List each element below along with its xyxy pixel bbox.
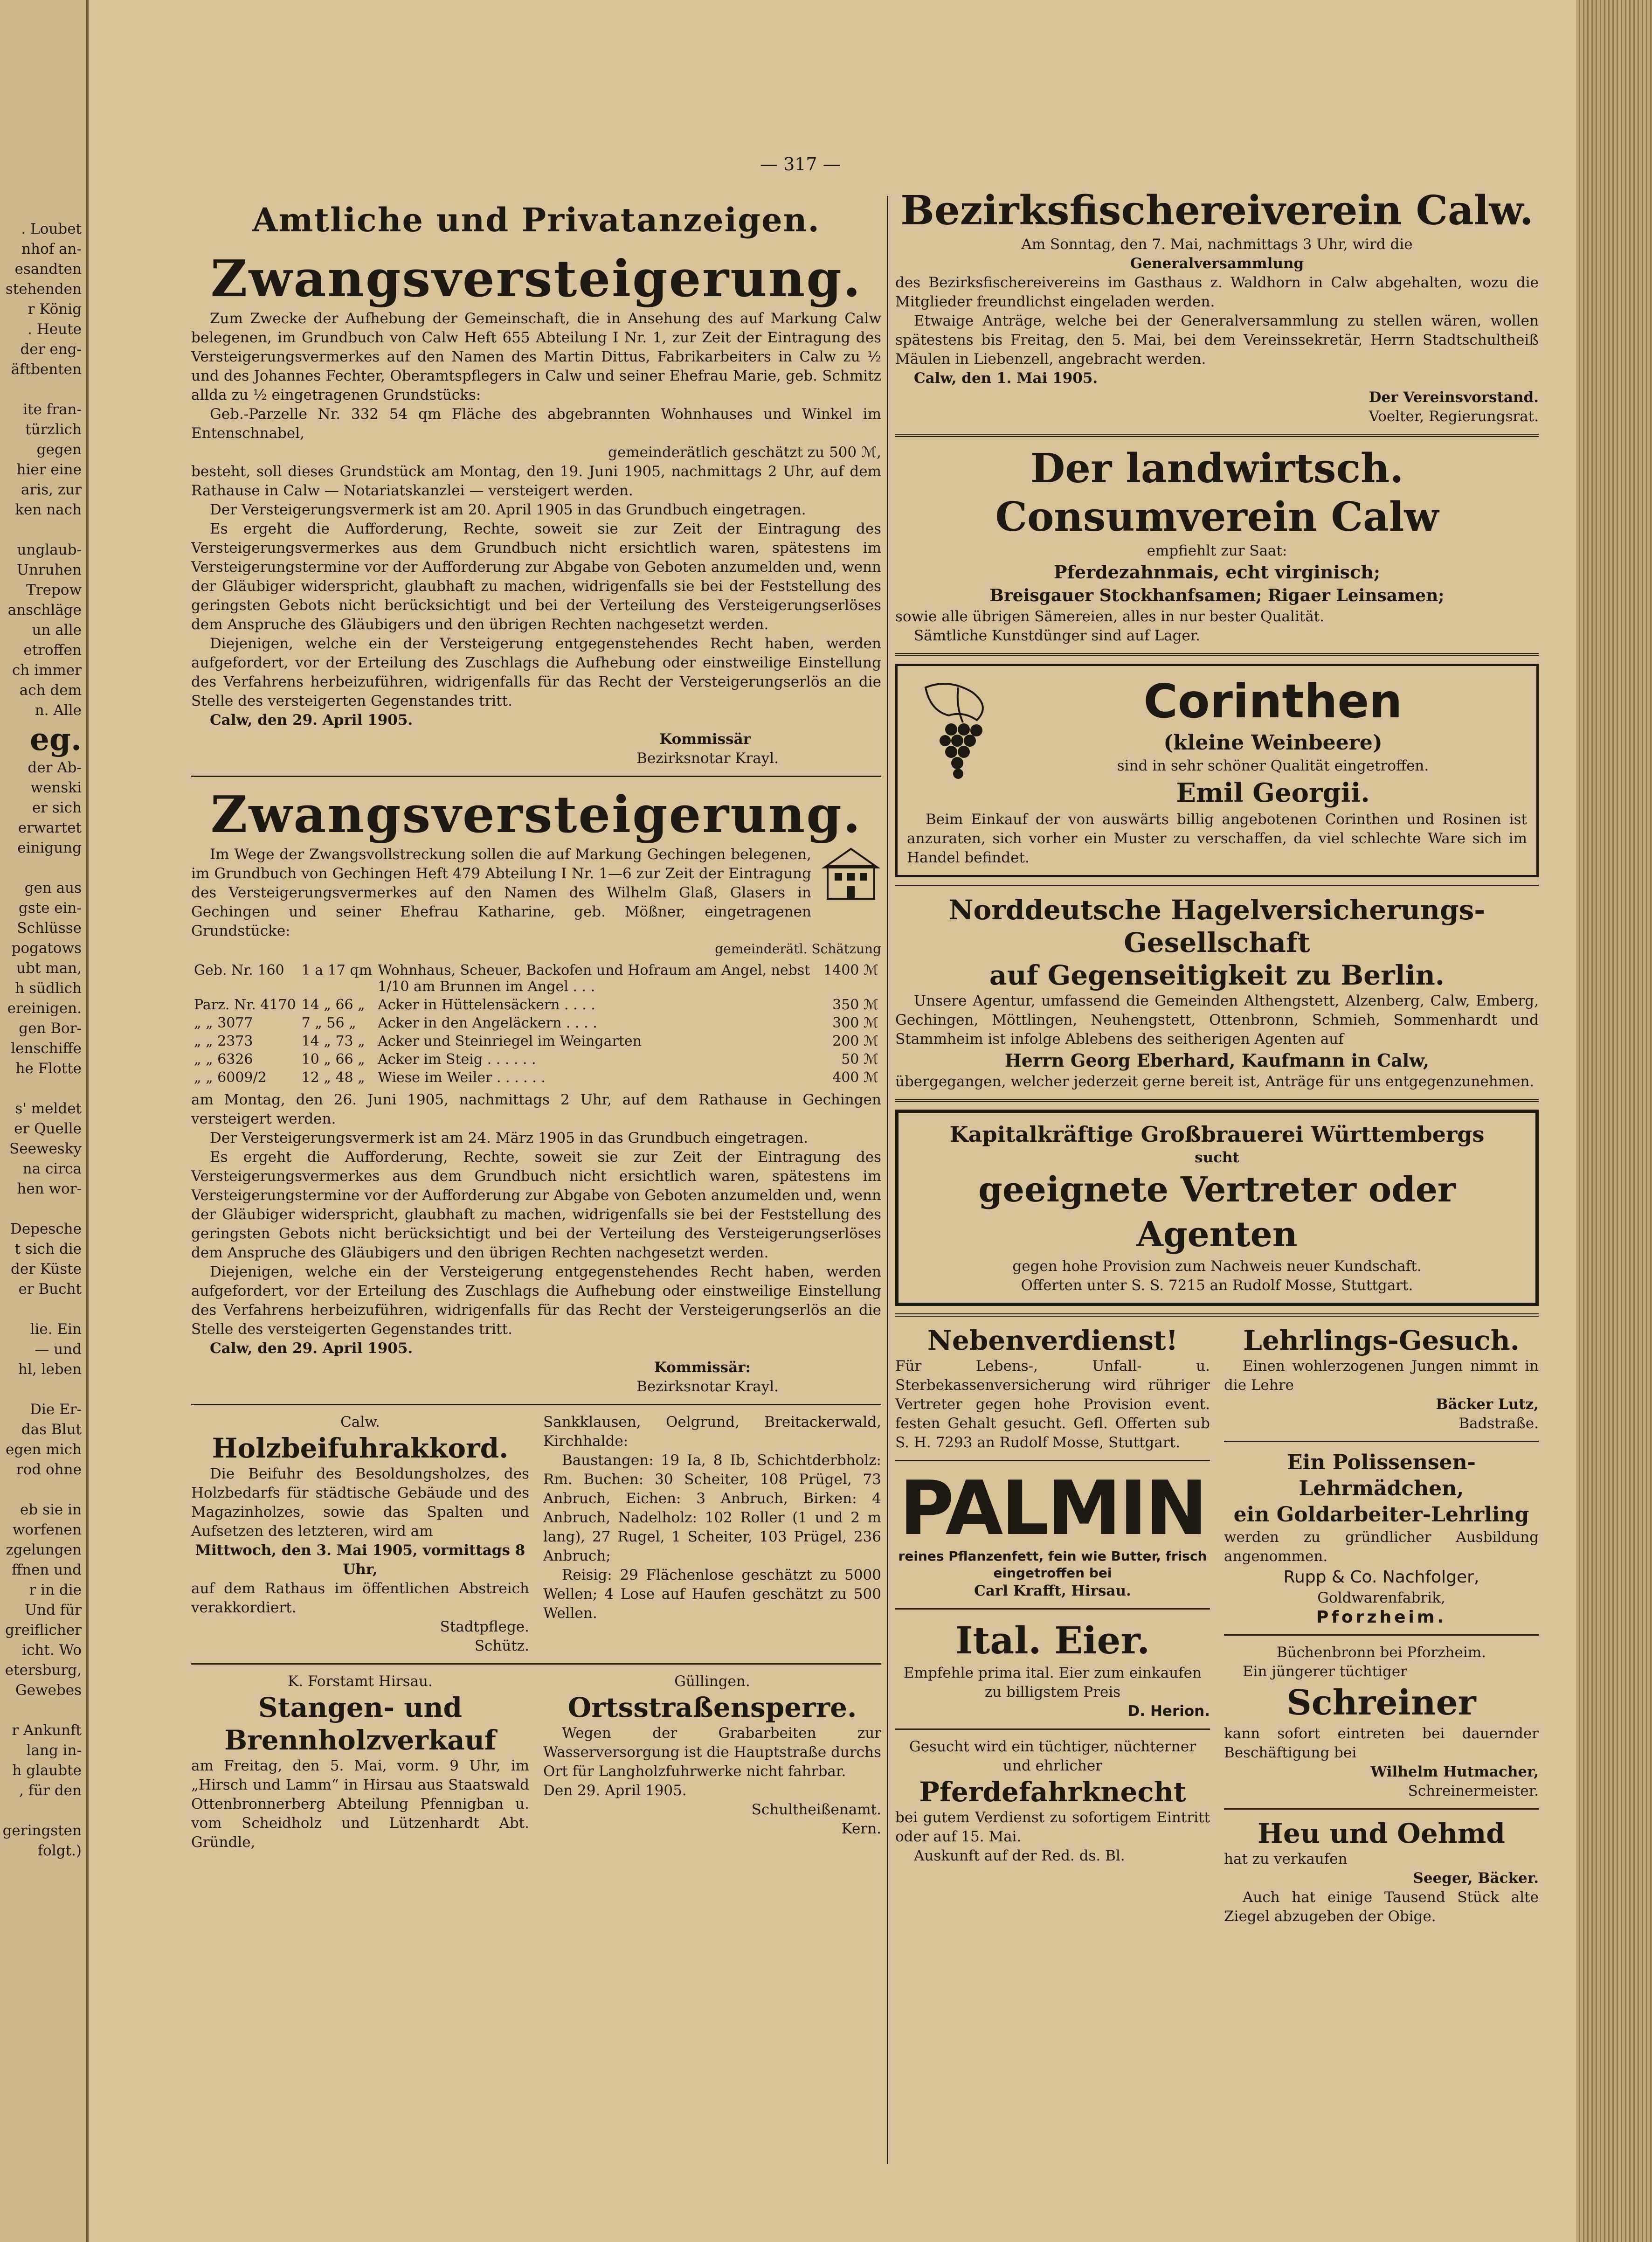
divider	[895, 1608, 1210, 1610]
ad-paragraph: kann sofort eintreten bei dauernder Beschäftigung bei	[1224, 1725, 1539, 1761]
left-fragment-line: Gewebes	[15, 1682, 82, 1699]
left-fragment-line: egen mich	[6, 1441, 82, 1458]
left-fragment-line: äftbenten	[11, 361, 82, 378]
left-fragment-line: lang in-	[26, 1742, 82, 1759]
left-fragment-line: unglaub-	[17, 541, 82, 558]
left-fragment-line: h glaubte	[12, 1762, 82, 1779]
left-fragment-line: n. Alle	[35, 702, 82, 719]
left-fragment-line: . Loubet	[21, 221, 82, 237]
divider	[895, 1460, 1210, 1461]
left-fragment-line: r in die	[29, 1582, 82, 1598]
notice-paragraph: Es ergeht die Aufforderung, Rechte, soweit sie zur Zeit der Eintragung des Versteigerungsvermerkes aus dem Grundbuch nicht ersichtlich waren, spätestens im Versteigerungstermine vor der Aufforderung zur Abgabe von Geboten anzumelden und, wenn der Gläubiger widerspricht, glaubhaft zu machen, widrigenfalls sie bei der Feststellung des geringsten Gebots nicht berücksichtigt und bei der Verteilung des Versteigerungserlöses dem Anspruche des Gläubigers und den übrigen Rechten nachgesetzt werden.	[191, 1149, 881, 1261]
table-row	[191, 1050, 881, 1069]
left-fragment-line: gegen	[36, 441, 82, 458]
ad-title: Norddeutsche Hagelversicherungs-Gesellschaft	[948, 894, 1486, 958]
corinthen-ad	[895, 664, 1539, 877]
notice-paragraph: Der Versteigerungsvermerk ist am 20. April 1905 in das Grundbuch eingetragen.	[210, 501, 806, 518]
ad-line: Auskunft auf der Red. ds. Bl.	[914, 1847, 1125, 1864]
ad-merchant: Rupp & Co. Nachfolger,	[1283, 1568, 1479, 1587]
notice-title: Holzbeifuhrakkord.	[212, 1432, 509, 1464]
column-left	[191, 187, 881, 1852]
divider	[895, 1313, 1539, 1317]
left-fragment-line: icht. Wo	[22, 1642, 82, 1659]
divider	[191, 1663, 881, 1665]
left-fragment-lines	[0, 0, 86, 721]
notice-paragraph: besteht, soll dieses Grundstück am Montag, den 19. Juni 1905, nachmittags 2 Uhr, auf dem Rathause in Calw — Notariatskanzlei — versteigert werden.	[191, 463, 881, 499]
left-fragment-line: Unruhen	[16, 562, 82, 578]
table-row	[191, 961, 881, 996]
dateline: Calw, den 29. April 1905.	[210, 712, 413, 729]
notice-paragraph: auf dem Rathaus im öffentlichen Abstreich verakkordiert.	[191, 1580, 529, 1616]
notice-date: Mittwoch, den 3. Mai 1905, vormittags 8 Uhr,	[195, 1542, 525, 1578]
left-fragment-line: erwartet	[18, 819, 82, 836]
page-number: — 317 —	[760, 154, 841, 174]
left-fragment-line: der Küste	[10, 1261, 82, 1277]
left-fragment-line: zgelungen	[6, 1541, 82, 1558]
left-fragment-line: Die Er-	[30, 1401, 82, 1418]
signature-name: Seeger, Bäcker.	[1413, 1870, 1539, 1887]
table-cell-desc: Acker im Steig . . . . . .	[378, 1051, 536, 1068]
property-table	[191, 961, 881, 1087]
signature-name: Kern.	[841, 1820, 881, 1837]
table-cell-parcel: Geb. Nr. 160	[194, 962, 284, 979]
column-right	[895, 187, 1539, 1926]
left-fragment-line: Seewesky	[9, 1140, 82, 1157]
table-cell-area: 14 „ 73 „	[301, 1033, 365, 1049]
table-cell-parcel: Parz. Nr. 4170	[194, 997, 296, 1013]
left-fragment-line: lie. Ein	[30, 1321, 82, 1338]
table-cell-desc: Wiese im Weiler . . . . . .	[378, 1069, 546, 1086]
left-fragment-line: anschläge	[7, 602, 82, 618]
signature-name: Bezirksnotar Krayl.	[636, 750, 779, 767]
left-fragment-line: etroffen	[23, 642, 82, 659]
ad-title: Corinthen	[1143, 674, 1403, 729]
dateline: Calw, den 1. Mai 1905.	[914, 370, 1098, 387]
ad-title: Heu und Oehmd	[1258, 1818, 1505, 1849]
divider	[895, 653, 1539, 656]
table-cell-desc: Acker und Steinriegel im Weingarten	[378, 1033, 642, 1049]
ad-line: Pferdezahnmais, echt virginisch;	[1054, 562, 1380, 583]
ad-title: Nebenverdienst!	[927, 1325, 1178, 1356]
ad-paragraph: Unsere Agentur, umfassend die Gemeinden Althengstett, Alzenberg, Calw, Emberg, Gechingen, Möttlingen, Neuhengstett, Ottenbronn, Schmieh, Sommenhardt und Stammheim ist infolge Ablebens des seitherigen Agenten auf	[895, 993, 1539, 1048]
left-fragment-line: hl, leben	[18, 1361, 82, 1378]
notice-title: Zwangsversteigerung.	[210, 785, 862, 844]
ad-line: sowie alle übrigen Sämereien, alles in nur bester Qualität.	[895, 608, 1325, 625]
left-fragment-line	[0, 1199, 86, 1219]
ad-line: empfiehlt zur Saat:	[1147, 542, 1287, 559]
left-fragment-line: wenski	[30, 779, 82, 796]
left-fragment-line: nhof an-	[21, 241, 82, 257]
wood-transport-notice	[191, 1413, 529, 1656]
divider	[1224, 1441, 1539, 1442]
parcel-line: Geb.-Parzelle Nr. 332 54 qm Fläche des abgebrannten Wohnhauses und Winkel im Entenschnabel,	[191, 406, 881, 442]
left-fragment-line: türzlich	[25, 421, 82, 438]
divider	[191, 776, 881, 777]
fishing-club-notice	[895, 187, 1539, 426]
ad-title: Ein Polissensen-Lehrmädchen,	[1287, 1451, 1476, 1500]
timber-sale-notice	[191, 1672, 529, 1852]
left-fragment-line: ffnen und	[12, 1562, 82, 1578]
ad-line: hat zu verkaufen	[1224, 1851, 1348, 1867]
notice-paragraph: Zum Zwecke der Aufhebung der Gemeinschaft, die in Ansehung des auf Markung Calw belegenen, im Grundbuch von Calw Heft 655 Abteilung I Nr. 1, zur Zeit der Eintragung des Versteigerungsvermerkes auf den Namen des Martin Dittus, Fabrikarbeiters in Calw zu ½ und des Johannes Fechter, Oberamtspflegers in Calw und seiner Ehefrau Marie, geb. Schmitz allda zu ½ eingetragenen Grundstücks:	[191, 310, 881, 403]
left-fragment-line: r Ankunft	[12, 1722, 82, 1739]
left-fragment-line: das Blut	[21, 1421, 82, 1438]
table-cell-area: 7 „ 56 „	[301, 1015, 356, 1031]
left-fragment-line: folgt.)	[37, 1842, 82, 1859]
ad-line: Sämtliche Kunstdünger sind auf Lager.	[914, 627, 1201, 644]
newspaper-page	[89, 0, 1599, 2242]
left-fragment-line: geringsten	[2, 1822, 82, 1839]
left-fragment-line: lenschiffe	[11, 1040, 82, 1057]
notice-title: Zwangsversteigerung.	[210, 250, 862, 308]
left-fragment-line: er sich	[32, 799, 82, 816]
table-cell-desc: Acker in den Angeläckern . . . .	[378, 1015, 597, 1031]
ad-line: Empfehle prima ital. Eier zum einkaufen zu billigstem Preis	[904, 1665, 1202, 1701]
ad-title: Lehrlings-Gesuch.	[1243, 1325, 1520, 1356]
notice-title: Bezirksfischereiverein Calw.	[900, 187, 1534, 234]
left-fragment-line: Trepow	[26, 582, 82, 598]
left-fragment-line: gen aus	[24, 880, 82, 896]
left-fragment-line: ite fran-	[23, 401, 82, 418]
left-fragment-line: . Heute	[28, 321, 82, 338]
ad-city: Pforzheim.	[1316, 1608, 1447, 1627]
left-fragment-line: he Flotte	[15, 1060, 82, 1077]
auction-notice-calw	[191, 249, 881, 768]
notice-paragraph: Die Beifuhr des Besoldungsholzes, des Holzbedarfs für städtische Gebäude und des Magazinholzes, sowie das Spalten und Aufsetzen des letzteren, wird am	[191, 1465, 529, 1540]
ad-line: Ein jüngerer tüchtiger	[1243, 1663, 1408, 1680]
ad-paragraph: Für Lebens-, Unfall- u. Sterbekassenversicherung wird rühriger Vertreter gegen hohe Provision event. festen Gehalt gesucht. Gefl. Offerten sub S. H. 7293 an Rudolf Mosse, Stuttgart.	[895, 1358, 1210, 1451]
signature-title: Schultheißenamt.	[751, 1801, 881, 1818]
left-fragment-line: Schlüsse	[17, 920, 82, 937]
notice-paragraph: am Freitag, den 5. Mai, vorm. 9 Uhr, im „Hirsch und Lamm“ in Hirsau aus Staatswald Ottenbronnerberg Abteilung Pfennigban u. vom Scheidholz und Lützenhardt Abt. Gründle,	[191, 1757, 529, 1851]
hail-insurance-ad	[895, 894, 1539, 1091]
left-fragment-line: na circa	[22, 1160, 82, 1177]
left-fragment-line: h südlich	[15, 980, 82, 997]
table-row	[191, 996, 881, 1014]
notice-line: Generalversammlung	[1130, 255, 1304, 272]
table-cell-value: 200 ℳ	[832, 1033, 878, 1049]
left-fragment-line: t sich die	[14, 1241, 82, 1257]
estimate-header: gemeinderätl. Schätzung	[715, 941, 881, 957]
ad-title: Schreiner	[1286, 1683, 1476, 1723]
left-fragment-line: aris, zur	[21, 481, 82, 498]
notice-paragraph: Wegen der Grabarbeiten zur Wasserversorgung ist die Hauptstraße durchs Ort für Langholzfuhrwerke nicht fahrbar.	[543, 1725, 881, 1780]
left-fragment-lines-lower	[0, 758, 86, 1861]
left-fragment-line: , für den	[19, 1782, 82, 1799]
divider	[191, 1404, 881, 1405]
ad-line: Carl Krafft, Hirsau.	[974, 1583, 1131, 1599]
notice-paragraph: des Bezirksfischereivereins im Gasthaus z. Waldhorn in Calw abgehalten, wozu die Mitglieder freundlichst eingeladen werden.	[895, 274, 1539, 310]
ad-paragraph: übergegangen, welcher jederzeit gerne bereit ist, Anträge für uns entgegenzunehmen.	[895, 1073, 1534, 1090]
left-fragment-line: ken nach	[15, 501, 82, 518]
left-fragment-line	[0, 1079, 86, 1099]
left-fragment-line: worfenen	[12, 1521, 82, 1538]
notice-place: Calw.	[340, 1414, 380, 1430]
left-fragment-line: hen wor-	[17, 1180, 82, 1197]
signature-title: Stadtpflege.	[440, 1618, 529, 1635]
ad-title: Der landwirtsch. Consumverein Calw	[995, 445, 1439, 541]
signature-title: Schreinermeister.	[1408, 1783, 1539, 1799]
table-row	[191, 1069, 881, 1087]
left-fragment-line: der eng-	[20, 341, 82, 358]
notice-header: K. Forstamt Hirsau.	[288, 1673, 433, 1690]
left-fragment-line	[0, 520, 86, 540]
brewery-ad	[895, 1110, 1539, 1306]
lot-details: Reisig: 29 Flächenlose geschätzt zu 5000 Wellen; 4 Lose auf Haufen geschätzt zu 500 Wellen.	[543, 1567, 881, 1622]
ad-line: Goldwarenfabrik,	[1317, 1590, 1445, 1606]
ad-title: auf Gegenseitigkeit zu Berlin.	[989, 959, 1445, 991]
ad-place: Büchenbronn bei Pforzheim.	[1276, 1644, 1486, 1661]
left-fragment-line	[0, 1480, 86, 1500]
left-fragment-line: un alle	[32, 622, 82, 639]
table-cell-area: 10 „ 66 „	[301, 1051, 365, 1068]
left-fragment-line	[0, 1299, 86, 1319]
signature-name: Schütz.	[474, 1638, 529, 1654]
wood-notices	[191, 1413, 881, 1656]
table-cell-parcel: „ „ 2373	[194, 1033, 253, 1049]
lot-locations: Sankklausen, Oelgrund, Breitackerwald, Kirchhalde:	[543, 1414, 881, 1450]
left-fragment-line: s' meldet	[15, 1100, 82, 1117]
ad-line: Kapitalkräftige Großbrauerei Württembergs	[949, 1122, 1485, 1147]
divider	[895, 1728, 1210, 1730]
notice-title: Stangen- und Brennholzverkauf	[224, 1692, 496, 1756]
left-fragment-line	[0, 858, 86, 878]
left-fragment-line: greiflicher	[5, 1622, 82, 1638]
table-cell-value: 1400 ℳ	[823, 962, 878, 979]
left-fragment-line: rod ohne	[16, 1461, 82, 1478]
notice-paragraph: am Montag, den 26. Juni 1905, nachmittags 2 Uhr, auf dem Rathause in Gechingen versteigert werden.	[191, 1091, 881, 1127]
ad-title: geeignete Vertreter oder Agenten	[978, 1170, 1456, 1255]
left-fragment-line: ch immer	[12, 662, 82, 679]
left-fragment-line: hier eine	[16, 461, 82, 478]
ad-line: Breisgauer Stockhanfsamen; Rigaer Leinsamen;	[989, 586, 1445, 605]
ad-line: sind in sehr schöner Qualität eingetroffen.	[1117, 757, 1429, 774]
left-fragment-line: ubt man,	[16, 960, 82, 977]
left-fragment-line: einigung	[17, 840, 82, 856]
auction-notice-gechingen	[191, 784, 881, 1396]
ad-line: sucht	[1195, 1149, 1239, 1166]
signature-name: Bezirksnotar Krayl.	[636, 1378, 779, 1395]
left-fragment-line: er Bucht	[18, 1281, 82, 1298]
notice-paragraph: Diejenigen, welche ein der Versteigerung entgegenstehendes Recht haben, werden aufgefordert, vor der Erteilung des Zuschlags die Aufhebung oder einstweilige Einstellung des Verfahrens herbeizuführen, widrigenfalls für das Recht der Versteigerungserlös an die Stelle des versteigerten Gegenstandes tritt.	[191, 1263, 881, 1338]
notice-paragraph: Der Versteigerungsvermerk ist am 24. März 1905 in das Grundbuch eingetragen.	[210, 1130, 809, 1146]
road-closure-notice	[543, 1672, 881, 1852]
notice-place: Güllingen.	[674, 1673, 750, 1690]
table-cell-parcel: „ „ 6009/2	[194, 1069, 267, 1086]
table-row	[191, 1014, 881, 1032]
ad-merchant: Emil Georgii.	[1176, 777, 1370, 808]
left-page-fragment	[0, 0, 89, 2242]
ad-paragraph: Beim Einkauf der von auswärts billig angebotenen Corinthen und Rosinen ist anzuraten, sich vorher ein Muster zu verschaffen, da viel schlechte Ware sich im Handel befindet.	[907, 811, 1527, 866]
signature-title: Kommissär:	[654, 1359, 751, 1376]
left-fragment-line: pogatows	[11, 940, 82, 957]
divider	[1224, 1634, 1539, 1636]
ad-line: reines Pflanzenfett, fein wie Butter, frisch eingetroffen bei	[898, 1548, 1207, 1581]
ad-subtitle: (kleine Weinbeere)	[1163, 731, 1382, 755]
signature-name: Wilhelm Hutmacher,	[1370, 1763, 1539, 1780]
left-fragment-line: Depesche	[10, 1221, 82, 1237]
ad-line: gegen hohe Provision zum Nachweis neuer Kundschaft.	[1012, 1258, 1422, 1275]
signature-title: Kommissär	[659, 731, 751, 748]
ad-line: Gesucht wird ein tüchtiger, nüchterner und ehrlicher	[909, 1738, 1196, 1774]
lot-details: Baustangen: 19 Ia, 8 Ib, Schichtderbholz: Rm. Buchen: 30 Scheiter, 108 Prügel, 73 Anbruch, Eichen: 3 Anbruch, Birken: 4 Anbruch, Nadelholz: 102 Roller (1 und 2 m lang), 27 Rugel, 1 Scheiter, 103 Prügel, 236 Anbruch;	[543, 1452, 881, 1564]
ad-paragraph: werden zu gründlicher Ausbildung angenommen.	[1224, 1529, 1539, 1565]
left-fragment-line: Und für	[24, 1602, 82, 1618]
column-divider	[887, 196, 888, 2164]
notice-paragraph: Etwaige Anträge, welche bei der Generalversammlung zu stellen wären, wollen spätestens bis Freitag, den 5. Mai, bei dem Vereinssekretär, Herrn Stadtschultheiß Mäulen in Liebenzell, angebracht werden.	[895, 312, 1539, 368]
table-cell-value: 300 ℳ	[832, 1015, 878, 1031]
signature-name: Bäcker Lutz,	[1436, 1396, 1539, 1413]
ad-title: Pferdefahrknecht	[919, 1776, 1186, 1808]
notice-date: Den 29. April 1905.	[543, 1782, 687, 1799]
page-stack-edge	[1576, 0, 1652, 2242]
left-fragment-line: eb sie in	[20, 1501, 82, 1518]
grape-cluster-icon	[907, 678, 1009, 785]
table-cell-area: 1 a 17 qm	[301, 962, 373, 979]
ad-merchant: D. Herion.	[1127, 1703, 1210, 1720]
left-fragment-line: etersburg,	[5, 1662, 82, 1679]
classified-ads	[895, 1324, 1539, 1926]
ad-paragraph: Einen wohlerzogenen Jungen nimmt in die Lehre	[1224, 1358, 1539, 1394]
left-fragment-line: gen Bor-	[19, 1020, 82, 1037]
left-fragment-line	[0, 1701, 86, 1721]
table-cell-area: 12 „ 48 „	[301, 1069, 365, 1086]
table-cell-value: 350 ℳ	[832, 997, 878, 1013]
classified-col-right	[1224, 1324, 1539, 1926]
notice-paragraph: Im Wege der Zwangsvollstreckung sollen die auf Markung Gechingen belegenen, im Grundbuch von Gechingen Heft 479 Abteilung I Nr. 1—6 zur Zeit der Eintragung des Versteigerungsvermerkes auf den Namen des Wilhelm Glaß, Glasers in Gechingen und seiner Ehefrau Katharine, geb. Mößner, eingetragenen Grundstücke:	[191, 846, 811, 939]
signature-name: Voelter, Regierungsrat.	[1369, 408, 1539, 425]
notice-paragraph: Diejenigen, welche ein der Versteigerung entgegenstehendes Recht haben, werden aufgefordert, vor der Erteilung des Zuschlags die Aufhebung oder einstweilige Einstellung des Verfahrens herbeizuführen, widrigenfalls für das Recht der Versteigerungserlös an die Stelle des versteigerten Gegenstandes tritt.	[191, 635, 881, 709]
left-fragment-line: er Quelle	[14, 1120, 82, 1137]
notice-title: Ortsstraßensperre.	[567, 1692, 857, 1723]
left-fragment-line: stehenden	[5, 281, 82, 298]
divider	[895, 434, 1539, 437]
palmin-logo: PALMIN	[899, 1465, 1206, 1552]
section-header: Amtliche und Privatanzeigen.	[252, 201, 820, 239]
left-fragment-line	[0, 1380, 86, 1400]
signature-title: Badstraße.	[1458, 1415, 1539, 1432]
divider	[895, 1099, 1539, 1102]
table-cell-desc: Acker in Hüttelensäckern . . . .	[378, 997, 595, 1013]
divider	[895, 885, 1539, 886]
dateline: Calw, den 29. April 1905.	[210, 1340, 413, 1357]
lower-notices	[191, 1672, 881, 1852]
left-fragment-line: ach dem	[19, 682, 82, 699]
ad-paragraph: bei gutem Verdienst zu sofortigem Eintritt oder auf 15. Mai.	[895, 1809, 1210, 1845]
left-fragment-line: r König	[28, 301, 82, 318]
classified-col-left	[895, 1324, 1210, 1926]
left-fragment-line: gste ein-	[18, 900, 82, 916]
table-cell-parcel: „ „ 6326	[194, 1051, 253, 1068]
table-cell-desc: Wohnhaus, Scheuer, Backofen und Hofraum am Angel, nebst 1/10 am Brunnen im Angel . . .	[378, 962, 810, 995]
ad-title: Ital. Eier.	[955, 1618, 1150, 1662]
table-cell-area: 14 „ 66 „	[301, 997, 365, 1013]
left-fragment-line: ereinigen.	[7, 1000, 82, 1017]
ad-line: Herrn Georg Eberhard, Kaufmann in Calw,	[1004, 1050, 1430, 1071]
left-fragment-line: esandten	[14, 261, 82, 278]
wood-lot-list	[543, 1413, 881, 1656]
left-fragment-line: der Ab-	[28, 759, 82, 776]
consumer-coop-ad	[895, 444, 1539, 646]
table-row	[191, 1032, 881, 1050]
table-cell-value: 50 ℳ	[841, 1051, 878, 1068]
left-fragment-line	[0, 380, 86, 400]
notice-paragraph: Es ergeht die Aufforderung, Rechte, soweit sie zur Zeit der Eintragung des Versteigerungsvermerkes aus dem Grundbuch nicht ersichtlich waren, spätestens im Versteigerungstermine vor der Aufforderung zur Abgabe von Geboten anzumelden und, wenn der Gläubiger widerspricht, glaubhaft zu machen, widrigenfalls sie bei der Feststellung des geringsten Gebots nicht berücksichtigt und bei der Verteilung des Versteigerungserlöses dem Anspruche des Gläubigers und den übrigen Rechten nachgesetzt werden.	[191, 521, 881, 633]
left-fragment-line	[0, 1801, 86, 1821]
ad-paragraph: Auch hat einige Tausend Stück alte Ziegel abzugeben der Obige.	[1224, 1889, 1539, 1925]
estimate-line: gemeinderätlich geschätzt zu 500 ℳ,	[608, 444, 881, 461]
table-cell-value: 400 ℳ	[832, 1069, 878, 1086]
divider	[1224, 1808, 1539, 1810]
table-cell-parcel: „ „ 3077	[194, 1015, 253, 1031]
notice-line: Am Sonntag, den 7. Mai, nachmittags 3 Uhr, wird die	[1021, 236, 1413, 253]
signature-title: Der Vereinsvorstand.	[1369, 389, 1539, 406]
ad-title: ein Goldarbeiter-Lehrling	[1233, 1503, 1529, 1527]
ad-line: Offerten unter S. S. 7215 an Rudolf Mosse, Stuttgart.	[1021, 1277, 1413, 1294]
left-fragment-heading: eg.	[29, 721, 82, 757]
house-icon	[821, 845, 881, 901]
left-fragment-line: — und	[35, 1341, 82, 1358]
